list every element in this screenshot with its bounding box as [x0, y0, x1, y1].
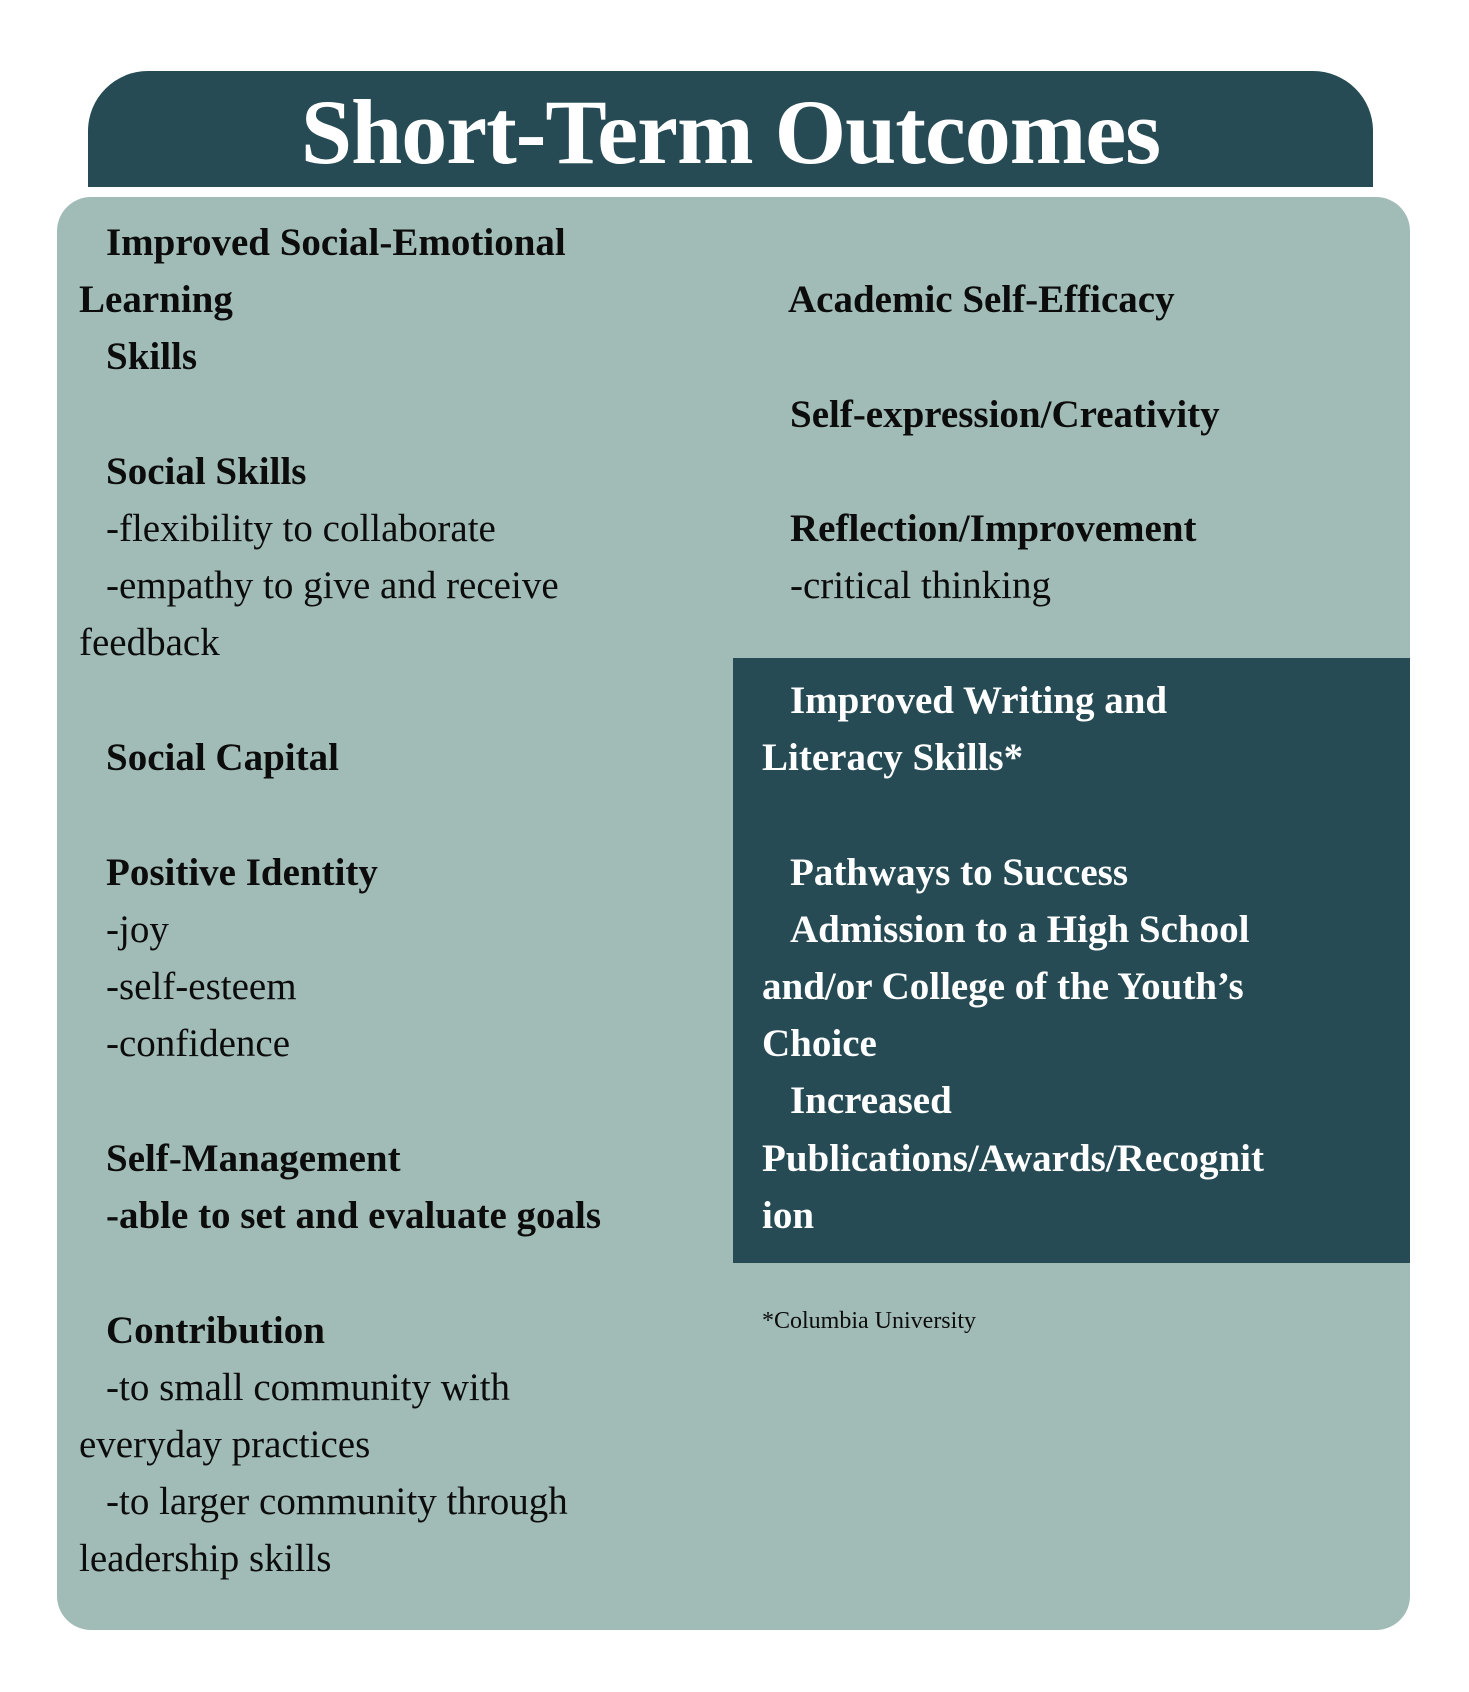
page-title: Short-Term Outcomes [300, 81, 1161, 183]
contribution-item: -to larger community through [106, 1480, 568, 1523]
self-expression-heading: Self-expression/Creativity [790, 393, 1220, 436]
contribution-item: leadership skills [79, 1537, 332, 1580]
admission-line2: and/or College of the Youth’s [762, 965, 1244, 1008]
reflection-item: -critical thinking [790, 564, 1052, 607]
admission-line1: Admission to a High School [790, 908, 1250, 951]
social-skills-heading: Social Skills [106, 450, 307, 493]
contribution-item: -to small community with [106, 1366, 511, 1409]
footnote: *Columbia University [762, 1308, 976, 1334]
reflection-heading: Reflection/Improvement [790, 507, 1197, 550]
title-banner [88, 71, 1373, 187]
sel-heading-line2: Learning [79, 278, 233, 321]
social-skills-item: -flexibility to collaborate [106, 507, 496, 550]
increased-line1: Increased [790, 1079, 952, 1122]
contribution-heading: Contribution [106, 1309, 325, 1352]
pathways-heading: Pathways to Success [790, 851, 1128, 894]
social-skills-item: -empathy to give and receive [106, 564, 559, 607]
social-skills-item: feedback [79, 621, 220, 664]
contribution-item: everyday practices [79, 1423, 371, 1466]
positive-identity-heading: Positive Identity [106, 851, 378, 894]
positive-identity-item: -confidence [106, 1022, 291, 1065]
sel-heading-line3: Skills [106, 335, 198, 378]
writing-heading-line2: Literacy Skills* [762, 736, 1024, 779]
sel-heading-line1: Improved Social-Emotional [106, 221, 566, 264]
academic-self-efficacy-heading: Academic Self-Efficacy [788, 278, 1175, 321]
self-management-heading: Self-Management [106, 1137, 401, 1180]
social-capital-heading: Social Capital [106, 736, 339, 779]
increased-line2: Publications/Awards/Recognit [762, 1137, 1264, 1180]
admission-line3: Choice [762, 1022, 877, 1065]
self-management-item: -able to set and evaluate goals [106, 1194, 602, 1237]
positive-identity-item: -joy [106, 908, 169, 951]
writing-heading-line1: Improved Writing and [790, 679, 1168, 722]
increased-line3: ion [762, 1194, 815, 1237]
positive-identity-item: -self-esteem [106, 965, 297, 1008]
